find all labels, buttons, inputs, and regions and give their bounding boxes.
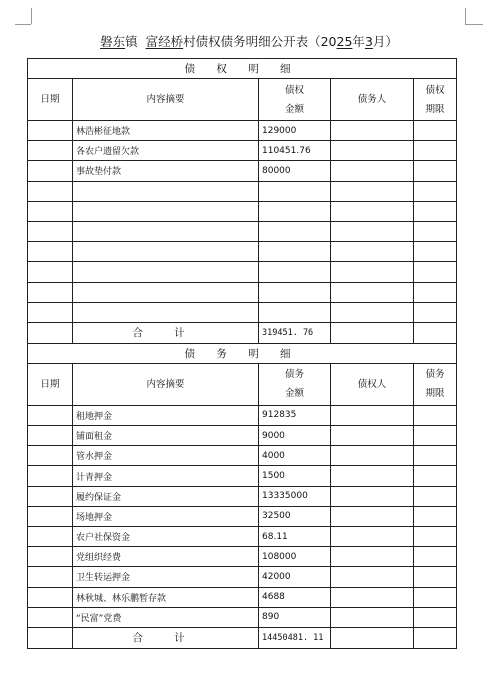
credit-header-amount: 债权 金额 (259, 79, 331, 121)
amount-cell (259, 302, 331, 322)
date-cell (28, 506, 73, 526)
party-cell (331, 201, 414, 221)
table-row (28, 446, 457, 466)
amount-cell: 129000 (259, 121, 331, 141)
table-row (28, 242, 457, 262)
amount-cell (259, 262, 331, 282)
term-cell (414, 282, 457, 302)
term-cell (414, 221, 457, 241)
amount-cell: 32500 (259, 506, 331, 526)
table-row (28, 161, 457, 181)
table-row (28, 607, 457, 627)
table-row (28, 466, 457, 486)
summary-cell: 计青押金 (73, 466, 259, 486)
amount-cell: 912835 (259, 405, 331, 425)
term-cell (414, 607, 457, 627)
summary-cell: 农户社保资金 (73, 527, 259, 547)
debt-header-amount: 债务 金额 (259, 363, 331, 405)
date-cell (28, 426, 73, 446)
title-month: 3 (364, 34, 373, 49)
party-cell (331, 141, 414, 161)
page-corner-mark (465, 8, 466, 24)
date-cell (28, 221, 73, 241)
party-cell (331, 405, 414, 425)
summary-cell (73, 221, 259, 241)
amount-cell: 13335000 (259, 486, 331, 506)
table-row (28, 547, 457, 567)
term-cell (414, 426, 457, 446)
date-cell (28, 181, 73, 201)
party-cell (331, 322, 414, 343)
page-corner-mark (465, 24, 483, 25)
party-cell (331, 567, 414, 587)
party-cell (331, 426, 414, 446)
table-row (28, 262, 457, 282)
amount-cell (259, 221, 331, 241)
amount-cell (259, 201, 331, 221)
party-cell (331, 302, 414, 322)
term-cell (414, 181, 457, 201)
debt-total-row (28, 627, 457, 648)
term-cell (414, 141, 457, 161)
summary-cell: 管水押金 (73, 446, 259, 466)
term-cell (414, 627, 457, 648)
debt-header-term: 债务 期限 (414, 363, 457, 405)
party-cell (331, 466, 414, 486)
debt-total-label: 合 计 (73, 627, 259, 648)
term-cell (414, 302, 457, 322)
term-cell (414, 201, 457, 221)
term-cell (414, 242, 457, 262)
page-corner-mark (31, 8, 32, 24)
term-cell (414, 322, 457, 343)
amount-cell: 80000 (259, 161, 331, 181)
term-cell (414, 486, 457, 506)
term-cell (414, 466, 457, 486)
party-cell (331, 587, 414, 607)
debt-header-party: 债权人 (331, 363, 414, 405)
table-row (28, 121, 457, 141)
date-cell (28, 527, 73, 547)
title-town: 磐东 (100, 34, 126, 49)
debt-header-date: 日期 (28, 363, 73, 405)
party-cell (331, 627, 414, 648)
amount-cell: 890 (259, 607, 331, 627)
date-cell (28, 567, 73, 587)
debt-total-value: 14450481. 11 (259, 627, 331, 648)
term-cell (414, 587, 457, 607)
party-cell (331, 547, 414, 567)
summary-cell: 租地押金 (73, 405, 259, 425)
summary-cell (73, 282, 259, 302)
amount-cell (259, 242, 331, 262)
credit-section-title: 债 权 明 细 (28, 59, 457, 79)
amount-cell (259, 181, 331, 201)
date-cell (28, 587, 73, 607)
table-row (28, 426, 457, 446)
table-row (28, 181, 457, 201)
credit-header-summary: 内容摘要 (73, 79, 259, 121)
amount-cell: 68.11 (259, 527, 331, 547)
party-cell (331, 446, 414, 466)
debt-section-row (28, 343, 457, 363)
amount-cell: 1500 (259, 466, 331, 486)
summary-cell: 铺面租金 (73, 426, 259, 446)
term-cell (414, 547, 457, 567)
date-cell (28, 282, 73, 302)
table-row (28, 201, 457, 221)
summary-cell (73, 242, 259, 262)
summary-cell: “民富”党费 (73, 607, 259, 627)
party-cell (331, 242, 414, 262)
summary-cell: 履约保证金 (73, 486, 259, 506)
term-cell (414, 161, 457, 181)
summary-cell (73, 302, 259, 322)
debt-header-row (28, 363, 457, 405)
term-cell (414, 527, 457, 547)
summary-cell: 卫生转运押金 (73, 567, 259, 587)
term-cell (414, 446, 457, 466)
date-cell (28, 302, 73, 322)
date-cell (28, 405, 73, 425)
credit-section-row (28, 59, 457, 79)
amount-cell: 42000 (259, 567, 331, 587)
credit-header-party: 债务人 (331, 79, 414, 121)
party-cell (331, 262, 414, 282)
title-rest: 村债权债务明细公开表（20 (183, 34, 337, 49)
date-cell (28, 262, 73, 282)
credit-total-label: 合 计 (73, 322, 259, 343)
amount-cell: 110451.76 (259, 141, 331, 161)
party-cell (331, 181, 414, 201)
table-row (28, 506, 457, 526)
table-row (28, 567, 457, 587)
term-cell (414, 567, 457, 587)
summary-cell: 事故垫付款 (73, 161, 259, 181)
party-cell (331, 221, 414, 241)
party-cell (331, 282, 414, 302)
table-row (28, 221, 457, 241)
ledger-table (27, 58, 457, 649)
table-row (28, 405, 457, 425)
amount-cell: 108000 (259, 547, 331, 567)
date-cell (28, 446, 73, 466)
page-corner-mark (15, 24, 31, 25)
summary-cell (73, 181, 259, 201)
summary-cell: 党组织经费 (73, 547, 259, 567)
summary-cell: 林秋城、林乐鹏暂存款 (73, 587, 259, 607)
title-village: 富经桥 (145, 34, 184, 49)
table-row (28, 141, 457, 161)
amount-cell: 4000 (259, 446, 331, 466)
party-cell (331, 486, 414, 506)
date-cell (28, 547, 73, 567)
amount-cell (259, 282, 331, 302)
term-cell (414, 506, 457, 526)
date-cell (28, 141, 73, 161)
debt-section-title: 债 务 明 细 (28, 343, 457, 363)
summary-cell: 林浩彬征地款 (73, 121, 259, 141)
table-row (28, 527, 457, 547)
party-cell (331, 506, 414, 526)
date-cell (28, 607, 73, 627)
summary-cell: 各农户遗留欠款 (73, 141, 259, 161)
table-row (28, 486, 457, 506)
title-year: 25 (336, 34, 353, 49)
title-year-suffix: 年 (352, 34, 365, 49)
amount-cell: 9000 (259, 426, 331, 446)
credit-header-row (28, 79, 457, 121)
table-row (28, 282, 457, 302)
credit-total-row (28, 322, 457, 343)
term-cell (414, 405, 457, 425)
date-cell (28, 161, 73, 181)
date-cell (28, 486, 73, 506)
summary-cell: 场地押金 (73, 506, 259, 526)
title-month-suffix: 月） (372, 34, 398, 49)
credit-header-date: 日期 (28, 79, 73, 121)
party-cell (331, 121, 414, 141)
date-cell (28, 466, 73, 486)
date-cell (28, 322, 73, 343)
title-town-suffix: 镇 (125, 34, 138, 49)
debt-header-summary: 内容摘要 (73, 363, 259, 405)
party-cell (331, 527, 414, 547)
summary-cell (73, 262, 259, 282)
date-cell (28, 627, 73, 648)
summary-cell (73, 201, 259, 221)
table-row (28, 587, 457, 607)
amount-cell: 4688 (259, 587, 331, 607)
credit-header-term: 债权 期限 (414, 79, 457, 121)
table-row (28, 302, 457, 322)
party-cell (331, 161, 414, 181)
party-cell (331, 607, 414, 627)
date-cell (28, 242, 73, 262)
term-cell (414, 121, 457, 141)
page-title (0, 32, 498, 50)
term-cell (414, 262, 457, 282)
date-cell (28, 201, 73, 221)
credit-total-value: 319451. 76 (259, 322, 331, 343)
date-cell (28, 121, 73, 141)
